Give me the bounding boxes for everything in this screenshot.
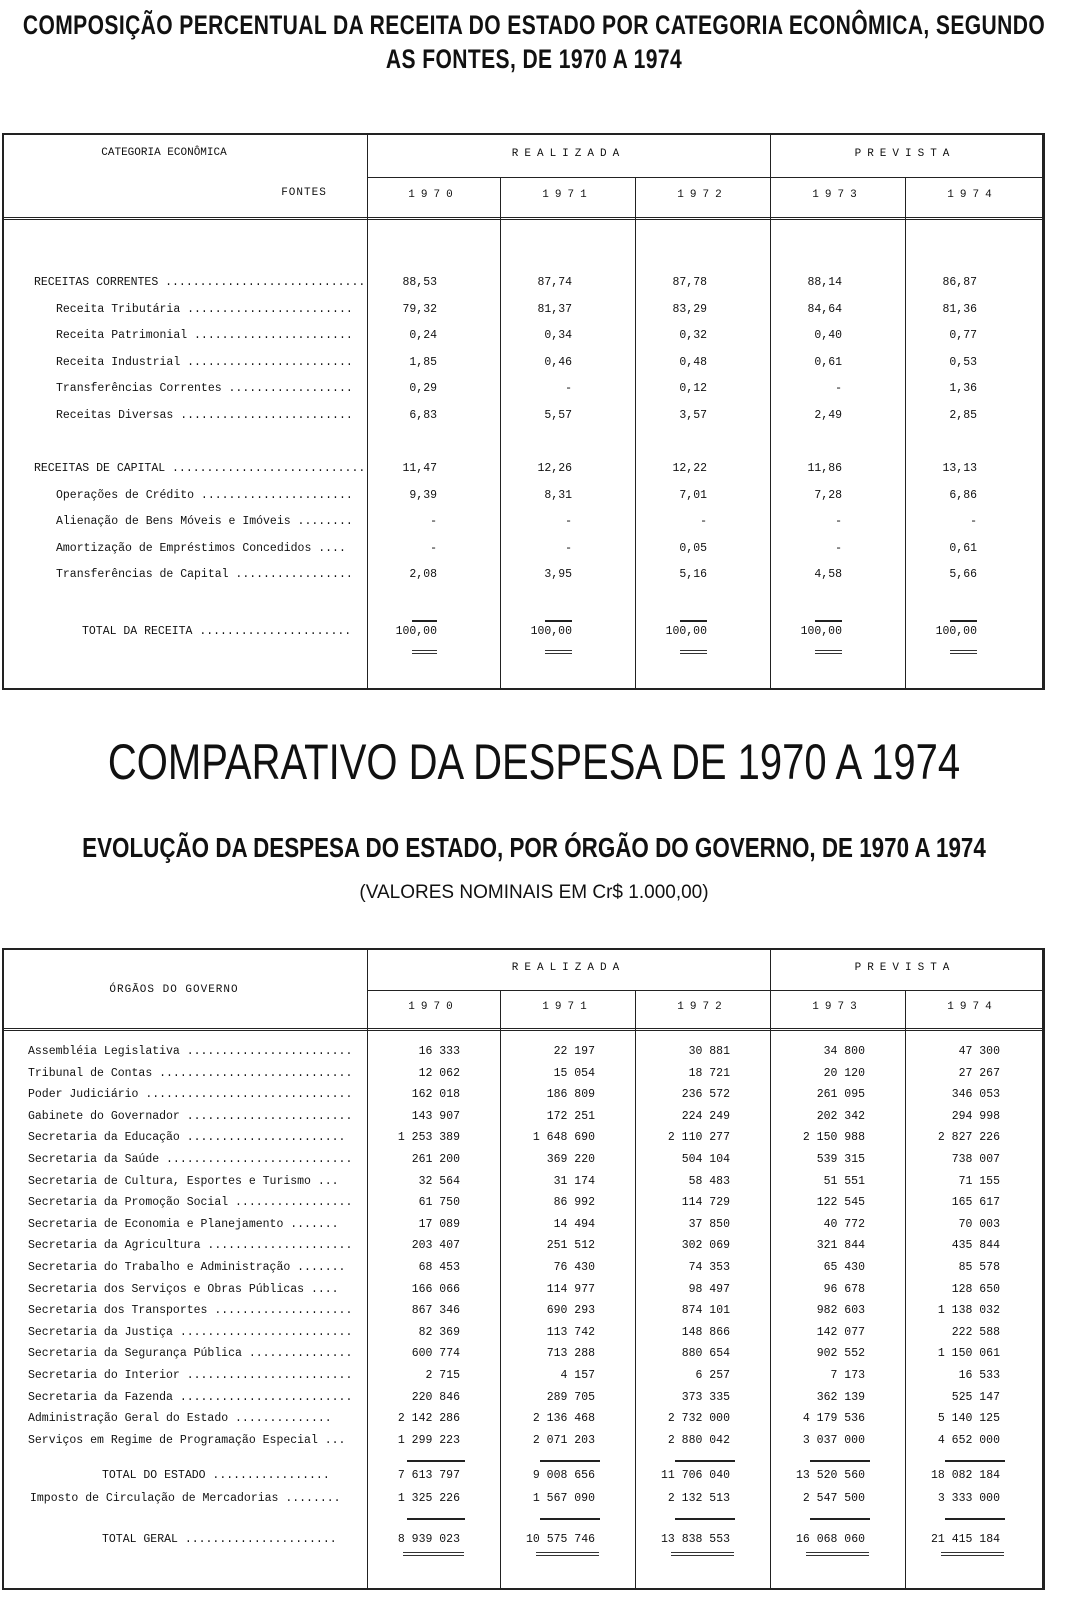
year-header-1974: 1974 [947,189,998,201]
row-value-1972: 2 132 513 [667,1492,730,1505]
row-label: Serviços em Regime de Programação Especial ... [28,1433,346,1447]
sum-rule [540,1460,600,1462]
row-value-1972: 87,78 [672,276,707,289]
row-label: Poder Judiciário .............................. [28,1088,353,1102]
row-value-1971: 10 575 746 [525,1533,595,1546]
row-value-1971: 114 977 [546,1282,595,1296]
row-value-1973: 4,58 [814,568,842,581]
row-value-1973: 0,61 [814,355,842,369]
row-value-1974: 165 617 [951,1196,1000,1210]
year-header-1973: 1973 [812,1001,863,1013]
row-value-1973: - [835,541,842,555]
row-value-1971: 4 157 [560,1369,595,1382]
row-label: RECEITAS CORRENTES ............................. [34,276,366,289]
year-header-1972: 1972 [677,189,728,201]
row-value-1970: 867 346 [411,1304,460,1318]
row-value-1970: 7 613 797 [397,1469,460,1482]
row-value-1974: 47 300 [958,1045,1000,1058]
row-label: Receitas Diversas ......................... [56,408,353,422]
total-overline [680,620,707,622]
row-label: Secretaria da Promoção Social ................. [28,1196,353,1210]
sum-rule [540,1518,600,1520]
column-divider [905,177,906,688]
row-value-1970: 32 564 [418,1174,460,1188]
total-overline [545,620,572,622]
row-label: Secretaria da Agricultura ..................... [28,1239,353,1253]
row-value-1973: 65 430 [823,1261,865,1274]
row-value-1973: 4 179 536 [802,1412,865,1426]
row-value-1973: 202 342 [816,1109,865,1123]
total-double-underline [680,650,707,654]
row-value-1973: 11,86 [807,462,842,475]
row-value-1973: 40 772 [823,1217,865,1231]
row-value-1972: 3,57 [679,408,707,422]
receita-row [4,459,1042,479]
receita-row [4,512,1042,532]
row-value-1972: 100,00 [665,625,707,638]
units-note: (VALORES NOMINAIS EM Cr$ 1.000,00) [359,882,709,903]
row-value-1973: 20 120 [823,1066,865,1080]
row-value-1974: 1,36 [949,382,977,395]
row-value-1972: 12,22 [672,462,707,475]
row-value-1972: 0,12 [679,382,707,395]
row-value-1973: 100,00 [800,625,842,638]
row-value-1971: 369 220 [546,1153,595,1166]
header-bottom-rule [4,217,1042,220]
receita-total-row [4,622,1042,642]
total-overline [950,620,977,622]
row-value-1974: 13,13 [942,462,977,475]
year-header-1970: 1970 [408,1001,459,1013]
row-value-1974: 738 007 [951,1153,1000,1166]
row-value-1970: 2 715 [425,1369,460,1382]
row-value-1974: 3 333 000 [937,1492,1000,1505]
row-value-1970: - [430,515,437,528]
row-value-1971: 9 008 656 [532,1469,595,1482]
row-value-1972: 18 721 [688,1066,730,1080]
row-label: Secretaria da Saúde ........................... [28,1153,353,1166]
total-double-underline [545,650,572,654]
despesa-row [4,1388,1042,1408]
row-value-1970: 261 200 [411,1153,460,1166]
receita-row [4,539,1042,559]
row-value-1971: 86 992 [553,1196,595,1210]
row-value-1974: 525 147 [951,1390,1000,1404]
despesa-row [4,1064,1042,1084]
row-label: Secretaria dos Transportes .................... [28,1304,353,1318]
row-value-1974: 1 150 061 [937,1347,1000,1361]
row-label: Assembléia Legislativa ........................ [28,1045,353,1058]
row-value-1973: 2,49 [814,408,842,422]
row-label: Secretaria dos Serviços e Obras Públicas .... [28,1282,339,1296]
row-value-1973: 34 800 [823,1045,865,1058]
row-value-1971: 5,57 [544,408,572,422]
row-value-1971: 1 567 090 [532,1492,595,1505]
row-value-1970: 1 325 226 [397,1492,460,1505]
despesa-subtitle: EVOLUÇÃO DA DESPESA DO ESTADO, POR ÓRGÃO DO GOVERNO, DE 1970 A 1974 [82,832,986,863]
row-value-1971: 0,34 [544,329,572,342]
row-value-1970: 162 018 [411,1088,460,1102]
row-value-1973: 96 678 [823,1282,865,1296]
row-value-1972: 504 104 [681,1153,730,1166]
sum-rule [945,1460,1005,1462]
orgaos-header: ÓRGÃOS DO GOVERNO [109,984,239,996]
row-label: Secretaria de Economia e Planejamento ....... [28,1217,339,1231]
row-label: Secretaria da Fazenda ......................... [28,1390,353,1404]
receita-row [4,326,1042,346]
row-value-1972: 58 483 [688,1174,730,1188]
row-value-1971: 2 071 203 [532,1433,595,1447]
row-value-1970: 2,08 [409,568,437,581]
column-divider [635,177,636,688]
row-value-1972: 74 353 [688,1261,730,1274]
column-divider [500,177,501,688]
row-value-1974: 128 650 [951,1282,1000,1296]
row-value-1974: 27 267 [958,1066,1000,1080]
row-value-1974: 2 827 226 [937,1131,1000,1145]
row-value-1973: 122 545 [816,1196,865,1210]
row-value-1973: 0,40 [814,329,842,342]
total-double-underline [950,650,977,654]
row-value-1971: 14 494 [553,1217,595,1231]
row-value-1973: 51 551 [823,1174,865,1188]
despesa-row [4,1366,1042,1386]
row-value-1970: 16 333 [418,1045,460,1058]
row-label: TOTAL DA RECEITA ...................... [82,625,352,638]
row-value-1972: 13 838 553 [660,1533,730,1546]
row-value-1974: 0,77 [949,329,977,342]
receita-row [4,486,1042,506]
row-label: Transferências de Capital ................. [56,568,353,581]
despesa-row [4,1344,1042,1364]
year-header-1972: 1972 [677,1001,728,1013]
row-value-1973: 539 315 [816,1153,865,1166]
despesa-row [4,1236,1042,1256]
row-value-1974: 86,87 [942,276,977,289]
total-double-underline [671,1552,734,1556]
header-divider [367,177,1042,178]
row-value-1971: 81,37 [537,302,572,316]
row-value-1972: 5,16 [679,568,707,581]
row-value-1973: 7 173 [830,1369,865,1382]
row-label: Secretaria da Justiça ......................... [28,1325,353,1339]
row-value-1974: 294 998 [951,1109,1000,1123]
row-value-1971: 113 742 [546,1325,595,1339]
row-value-1971: 713 288 [546,1347,595,1361]
row-value-1972: 302 069 [681,1239,730,1253]
row-value-1973: 261 095 [816,1088,865,1102]
row-value-1970: 0,29 [409,382,437,395]
row-value-1972: 7,01 [679,488,707,502]
row-label: Receita Tributária ........................ [56,302,353,316]
row-value-1970: 203 407 [411,1239,460,1253]
row-value-1970: 68 453 [418,1261,460,1274]
row-value-1970: 79,32 [402,302,437,316]
row-value-1974: 5,66 [949,568,977,581]
row-label: Secretaria de Cultura, Esportes e Turismo ... [28,1174,339,1188]
row-value-1970: 12 062 [418,1066,460,1080]
row-value-1971: - [565,515,572,528]
row-value-1973: 2 547 500 [802,1492,865,1505]
year-header-1973: 1973 [812,189,863,201]
row-value-1970: 9,39 [409,488,437,502]
row-value-1973: 362 139 [816,1390,865,1404]
row-value-1973: - [835,515,842,528]
despesa-row [4,1107,1042,1127]
sum-rule [675,1460,735,1462]
row-value-1972: 880 654 [681,1347,730,1361]
category-header: CATEGORIA ECONÔMICA [101,147,227,159]
despesa-row [4,1301,1042,1321]
row-value-1972: 373 335 [681,1390,730,1404]
row-value-1970: 8 939 023 [397,1533,460,1546]
row-value-1971: 22 197 [553,1045,595,1058]
despesa-row [4,1431,1042,1451]
row-value-1971: 76 430 [553,1261,595,1274]
row-value-1970: 220 846 [411,1390,460,1404]
row-value-1974: - [970,515,977,528]
despesa-row [4,1193,1042,1213]
row-value-1972: 224 249 [681,1109,730,1123]
row-value-1974: 70 003 [958,1217,1000,1231]
row-value-1972: 30 881 [688,1045,730,1058]
group-header-realizada: REALIZADA [511,962,626,974]
sum-rule [810,1518,870,1520]
row-value-1970: 166 066 [411,1282,460,1296]
row-value-1973: 982 603 [816,1304,865,1318]
group-header-realizada: REALIZADA [511,148,626,160]
row-value-1972: 11 706 040 [660,1469,730,1482]
row-value-1971: - [565,382,572,395]
row-value-1972: 0,05 [679,541,707,555]
total-double-underline [815,650,842,654]
year-header-1971: 1971 [542,189,593,201]
year-header-1971: 1971 [542,1001,593,1013]
row-value-1974: 0,61 [949,541,977,555]
row-label: Alienação de Bens Móveis e Imóveis ........ [56,515,353,528]
row-value-1974: 21 415 184 [930,1533,1000,1546]
row-value-1973: 142 077 [816,1325,865,1339]
despesa-row [4,1215,1042,1235]
row-value-1970: 0,24 [409,329,437,342]
row-value-1974: 81,36 [942,302,977,316]
row-value-1972: 2 880 042 [667,1433,730,1447]
row-value-1970: 1 299 223 [397,1433,460,1447]
row-label: Secretaria da Segurança Pública ............... [28,1347,353,1361]
row-value-1971: 31 174 [553,1174,595,1188]
row-value-1970: 600 774 [411,1347,460,1361]
receita-table [2,133,1045,690]
row-label: Tribunal de Contas ............................ [28,1066,353,1080]
row-value-1973: 13 520 560 [795,1469,865,1482]
sum-rule [810,1460,870,1462]
row-label: Secretaria da Educação ....................... [28,1131,346,1145]
row-value-1972: 2 732 000 [667,1412,730,1426]
row-value-1973: 902 552 [816,1347,865,1361]
row-value-1974: 222 588 [951,1325,1000,1339]
row-label: Receita Industrial ........................ [56,355,353,369]
row-value-1970: 82 369 [418,1325,460,1339]
row-value-1971: 3,95 [544,568,572,581]
row-label: Secretaria do Trabalho e Administração ....... [28,1261,346,1274]
receita-title-line1: COMPOSIÇÃO PERCENTUAL DA RECEITA DO ESTADO POR CATEGORIA ECONÔMICA, SEGUNDO [22,10,1046,40]
row-value-1971: 172 251 [546,1109,595,1123]
row-value-1974: 2,85 [949,408,977,422]
row-value-1970: 17 089 [418,1217,460,1231]
total-overline [412,620,437,622]
row-value-1971: 87,74 [537,276,572,289]
header-divider [367,990,1042,991]
row-value-1974: 16 533 [958,1369,1000,1382]
row-label: Gabinete do Governador ........................ [28,1109,353,1123]
row-value-1972: 6 257 [695,1369,730,1382]
row-value-1970: 1 253 389 [397,1131,460,1145]
total-double-underline [536,1552,599,1556]
row-value-1972: 114 729 [681,1196,730,1210]
row-label: Imposto de Circulação de Mercadorias ........ [30,1492,341,1505]
row-value-1973: 7,28 [814,488,842,502]
group-header-prevista: PREVISTA [854,962,956,974]
row-value-1971: 690 293 [546,1304,595,1318]
receita-row [4,565,1042,585]
row-label: RECEITAS DE CAPITAL ............................ [34,462,366,475]
row-label: TOTAL GERAL ...................... [102,1533,337,1546]
sum-rule [945,1518,1005,1520]
row-value-1974: 4 652 000 [937,1433,1000,1447]
receita-row [4,379,1042,399]
header-bottom-rule [4,1028,1042,1031]
row-value-1974: 18 082 184 [930,1469,1000,1482]
despesa-row [4,1172,1042,1192]
row-value-1974: 100,00 [935,625,977,638]
row-value-1973: 84,64 [807,302,842,316]
row-value-1972: 0,32 [679,329,707,342]
total-estado-row [4,1466,1042,1486]
row-value-1972: 236 572 [681,1088,730,1102]
row-value-1973: 16 068 060 [795,1533,865,1546]
receita-title-line2: AS FONTES, DE 1970 A 1974 [385,44,683,74]
row-value-1971: 0,46 [544,355,572,369]
row-value-1971: - [565,541,572,555]
row-value-1971: 12,26 [537,462,572,475]
sum-rule [407,1518,465,1520]
row-value-1970: 100,00 [395,625,437,638]
row-label: Receita Patrimonial ....................... [56,329,353,342]
row-label: Administração Geral do Estado .............. [28,1412,332,1426]
row-value-1974: 346 053 [951,1088,1000,1102]
despesa-table [2,948,1045,1590]
total-double-underline [412,650,437,654]
sum-rule [675,1518,735,1520]
row-label: Transferências Correntes .................. [56,382,353,395]
total-double-underline [403,1552,464,1556]
row-value-1970: 61 750 [418,1196,460,1210]
receita-row [4,406,1042,426]
row-value-1970: 2 142 286 [397,1412,460,1426]
row-value-1971: 289 705 [546,1390,595,1404]
row-label: Operações de Crédito ...................... [56,488,353,502]
row-value-1970: 11,47 [402,462,437,475]
despesa-row [4,1042,1042,1062]
row-value-1974: 5 140 125 [937,1412,1000,1426]
row-value-1972: 0,48 [679,355,707,369]
year-header-1974: 1974 [947,1001,998,1013]
row-value-1972: 148 866 [681,1325,730,1339]
row-value-1972: 98 497 [688,1282,730,1296]
receita-row [4,300,1042,320]
row-value-1972: 874 101 [681,1304,730,1318]
receita-title [0,8,1068,76]
row-value-1973: - [835,382,842,395]
row-label: Secretaria do Interior ........................ [28,1369,353,1382]
total-double-underline [806,1552,869,1556]
row-value-1973: 2 150 988 [802,1131,865,1145]
row-value-1970: - [430,541,437,555]
row-value-1974: 71 155 [958,1174,1000,1188]
row-value-1970: 6,83 [409,408,437,422]
row-value-1971: 2 136 468 [532,1412,595,1426]
despesa-row [4,1323,1042,1343]
row-value-1971: 1 648 690 [532,1131,595,1145]
row-value-1974: 435 844 [951,1239,1000,1253]
row-value-1971: 186 809 [546,1088,595,1102]
row-value-1974: 0,53 [949,355,977,369]
row-value-1970: 143 907 [411,1109,460,1123]
row-value-1972: 83,29 [672,302,707,316]
despesa-row [4,1409,1042,1429]
row-value-1971: 8,31 [544,488,572,502]
despesa-row [4,1280,1042,1300]
row-value-1970: 1,85 [409,355,437,369]
sum-rule [407,1460,465,1462]
row-value-1974: 85 578 [958,1261,1000,1274]
icms-row [4,1489,1042,1509]
despesa-row [4,1258,1042,1278]
total-double-underline [941,1552,1004,1556]
row-value-1973: 88,14 [807,276,842,289]
row-value-1972: 2 110 277 [667,1131,730,1145]
despesa-row [4,1150,1042,1170]
total-overline [815,620,842,622]
row-label: Amortização de Empréstimos Concedidos .... [56,541,346,555]
row-value-1972: 37 850 [688,1217,730,1231]
row-value-1971: 251 512 [546,1239,595,1253]
row-value-1974: 6,86 [949,488,977,502]
despesa-main-title: COMPARATIVO DA DESPESA DE 1970 A 1974 [107,734,961,790]
row-value-1972: - [700,515,707,528]
year-header-1970: 1970 [408,189,459,201]
despesa-row [4,1085,1042,1105]
group-header-prevista: PREVISTA [854,148,956,160]
row-value-1970: 88,53 [402,276,437,289]
despesa-row [4,1128,1042,1148]
row-value-1971: 15 054 [553,1066,595,1080]
receita-row [4,353,1042,373]
row-value-1973: 321 844 [816,1239,865,1253]
fontes-header: FONTES [281,187,327,199]
row-value-1974: 1 138 032 [937,1304,1000,1318]
total-geral-row [4,1530,1042,1550]
row-label: TOTAL DO ESTADO ................. [102,1469,330,1482]
receita-row [4,273,1042,293]
row-value-1971: 100,00 [530,625,572,638]
row-value-1973: 3 037 000 [802,1433,865,1447]
